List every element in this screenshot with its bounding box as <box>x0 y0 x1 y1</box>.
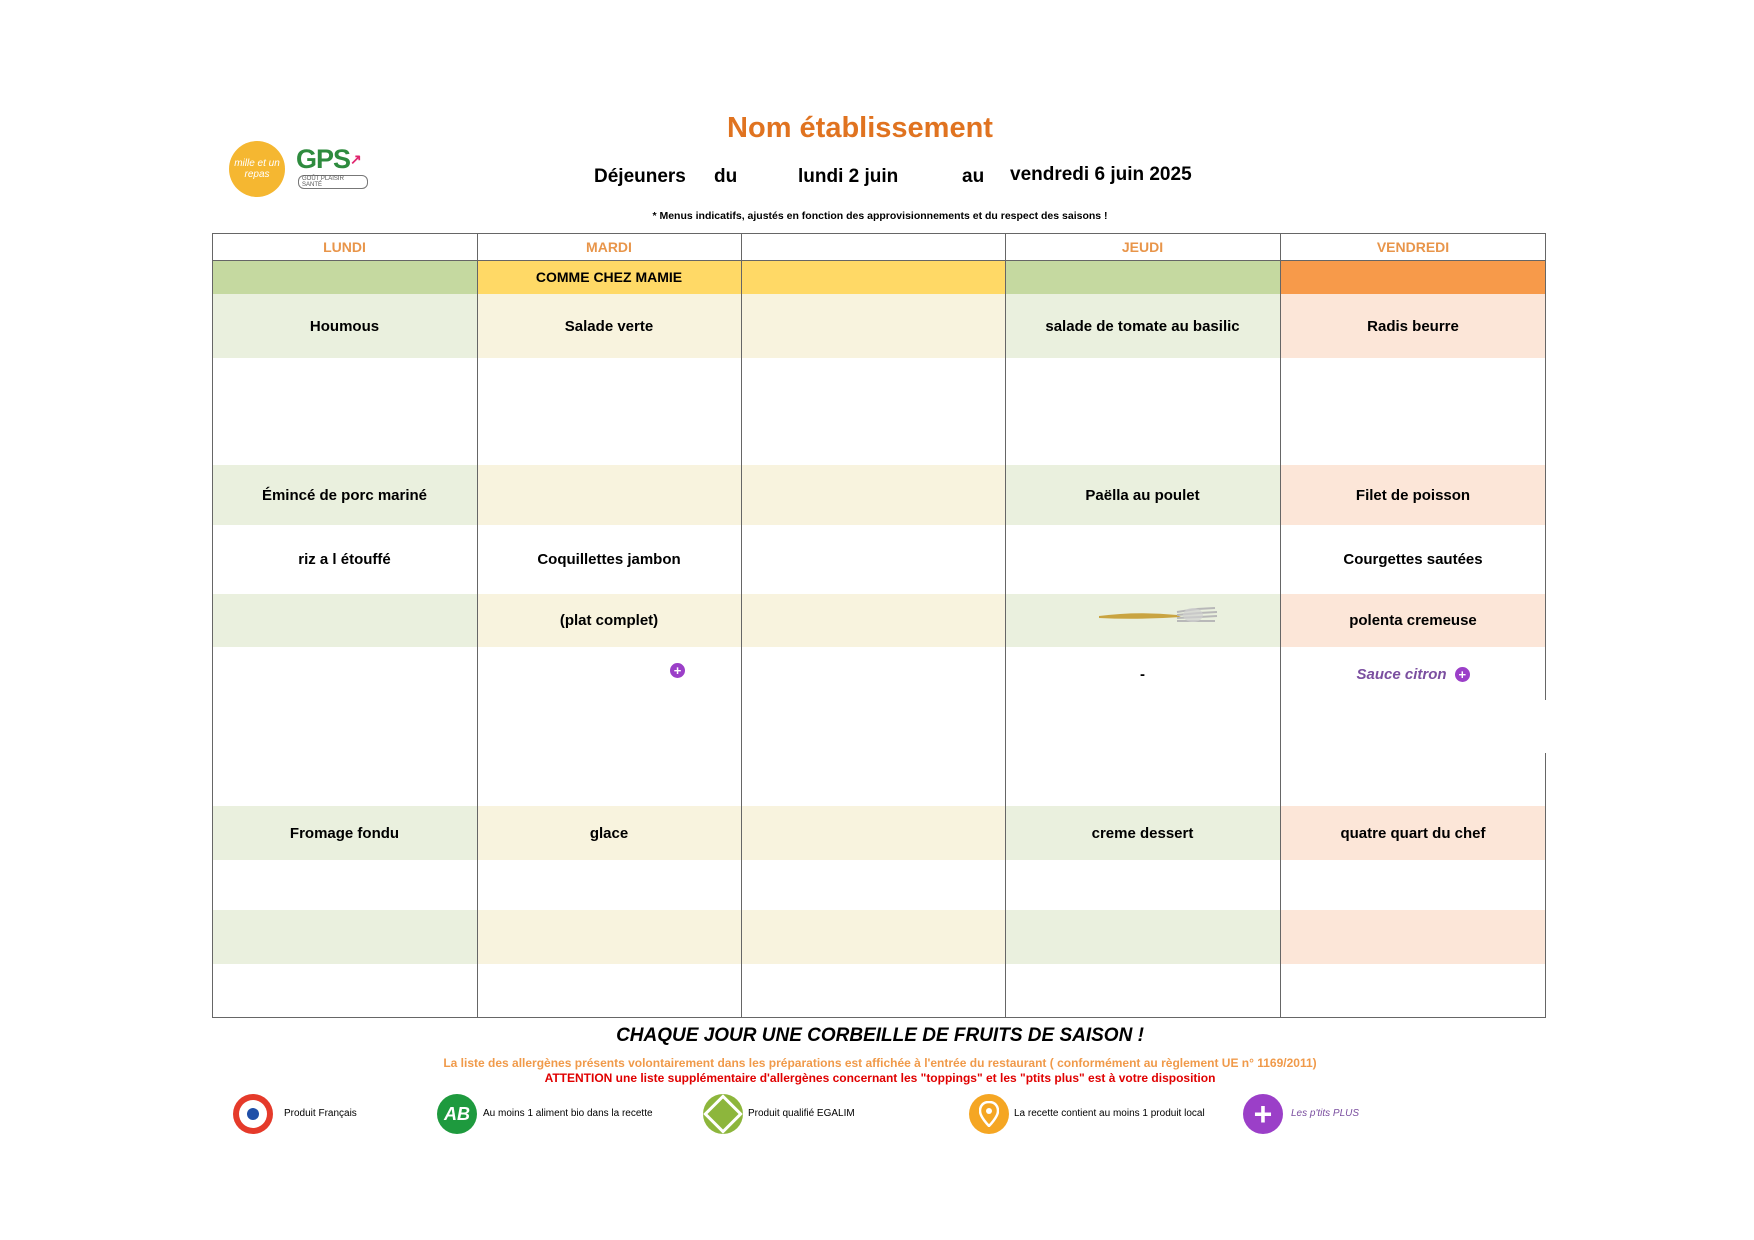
side1-lundi: riz a l étouffé <box>298 551 391 568</box>
mille-logo-text: mille et un repas <box>234 158 280 180</box>
dessert-mardi: glace <box>589 824 629 842</box>
day-header-lundi: LUNDI <box>323 238 366 255</box>
day-header-jeudi: JEUDI <box>1121 238 1164 255</box>
mille-et-un-repas-logo <box>229 141 285 197</box>
french-product-icon <box>233 1094 273 1134</box>
egalim-icon <box>703 1094 743 1134</box>
gps-logo <box>296 146 368 190</box>
ptits-plus-icon: + <box>1455 667 1470 682</box>
day-header-vendredi: VENDREDI <box>1376 238 1450 255</box>
menu-disclaimer: * Menus indicatifs, ajustés en fonction des approvisionnements et du respect des saisons ! <box>652 210 1108 222</box>
dessert-lundi: Fromage fondu <box>289 824 400 842</box>
ptits-plus-icon: + <box>1243 1094 1283 1134</box>
day-header-mercredi <box>741 233 1005 260</box>
local-product-icon <box>969 1094 1009 1134</box>
starter-vendredi: Radis beurre <box>1367 317 1459 335</box>
main-jeudi: Paëlla au poulet <box>1085 486 1200 504</box>
toppings-allergen-warning: ATTENTION une liste supplémentaire d'allergènes concernant les "toppings" et les "ptits plus" est à votre disposition <box>544 1071 1216 1085</box>
main-lundi: Émincé de porc mariné <box>261 486 428 504</box>
main-vendredi: Filet de poisson <box>1355 486 1471 504</box>
from-word: du <box>714 166 738 187</box>
side1-mardi: Coquillettes jambon <box>537 551 681 568</box>
allergens-notice: La liste des allergènes présents volontairement dans les préparations est affichée à l'entrée du restaurant ( conformément au règlement UE n° 1169/2011) <box>443 1056 1317 1070</box>
sauce-citron-text: Sauce citron <box>1356 665 1447 683</box>
end-date: vendredi 6 juin 2025 <box>1010 164 1192 185</box>
dessert-jeudi: creme dessert <box>1091 824 1194 842</box>
starter-jeudi: salade de tomate au basilic <box>1045 317 1240 335</box>
meal-label: Déjeuners <box>594 166 686 187</box>
fruit-basket-banner: CHAQUE JOUR UNE CORBEILLE DE FRUITS DE SAISON ! <box>616 1025 1144 1046</box>
gps-subtitle: GOÛT PLAISIR SANTÉ <box>298 175 368 189</box>
legend-ptits-plus-label: Les p'tits PLUS <box>1291 1108 1360 1119</box>
legend-egalim-label: Produit qualifié EGALIM <box>748 1108 855 1119</box>
starter-mardi: Salade verte <box>564 317 654 335</box>
starter-lundi: Houmous <box>309 317 380 335</box>
extra-jeudi: - <box>1140 665 1145 683</box>
day-header-mardi: MARDI <box>586 238 632 255</box>
gps-text: GPS <box>296 144 351 174</box>
to-word: au <box>962 166 985 187</box>
ptits-plus-badge-mardi <box>670 662 685 680</box>
menu-grid <box>212 233 1546 1018</box>
legend-french-label: Produit Français <box>284 1108 357 1119</box>
fork-image <box>1097 603 1222 633</box>
ptits-plus-icon: + <box>670 663 685 678</box>
side2-vendredi: polenta cremeuse <box>1349 612 1477 629</box>
gps-logo-text: GPS↗ <box>296 144 361 174</box>
start-date: lundi 2 juin <box>798 166 899 187</box>
legend-organic-label: Au moins 1 aliment bio dans la recette <box>483 1108 653 1119</box>
establishment-name: Nom établissement <box>727 112 993 144</box>
legend-local-label: La recette contient au moins 1 produit local <box>1014 1108 1205 1119</box>
dessert-vendredi: quatre quart du chef <box>1340 824 1486 842</box>
theme-mardi: COMME CHEZ MAMIE <box>535 269 683 285</box>
map-pin-icon <box>979 1101 999 1127</box>
side1-vendredi: Courgettes sautées <box>1343 551 1483 568</box>
side2-mardi: (plat complet) <box>559 612 659 629</box>
organic-ab-icon: AB <box>437 1094 477 1134</box>
extra-vendredi <box>1280 647 1546 701</box>
